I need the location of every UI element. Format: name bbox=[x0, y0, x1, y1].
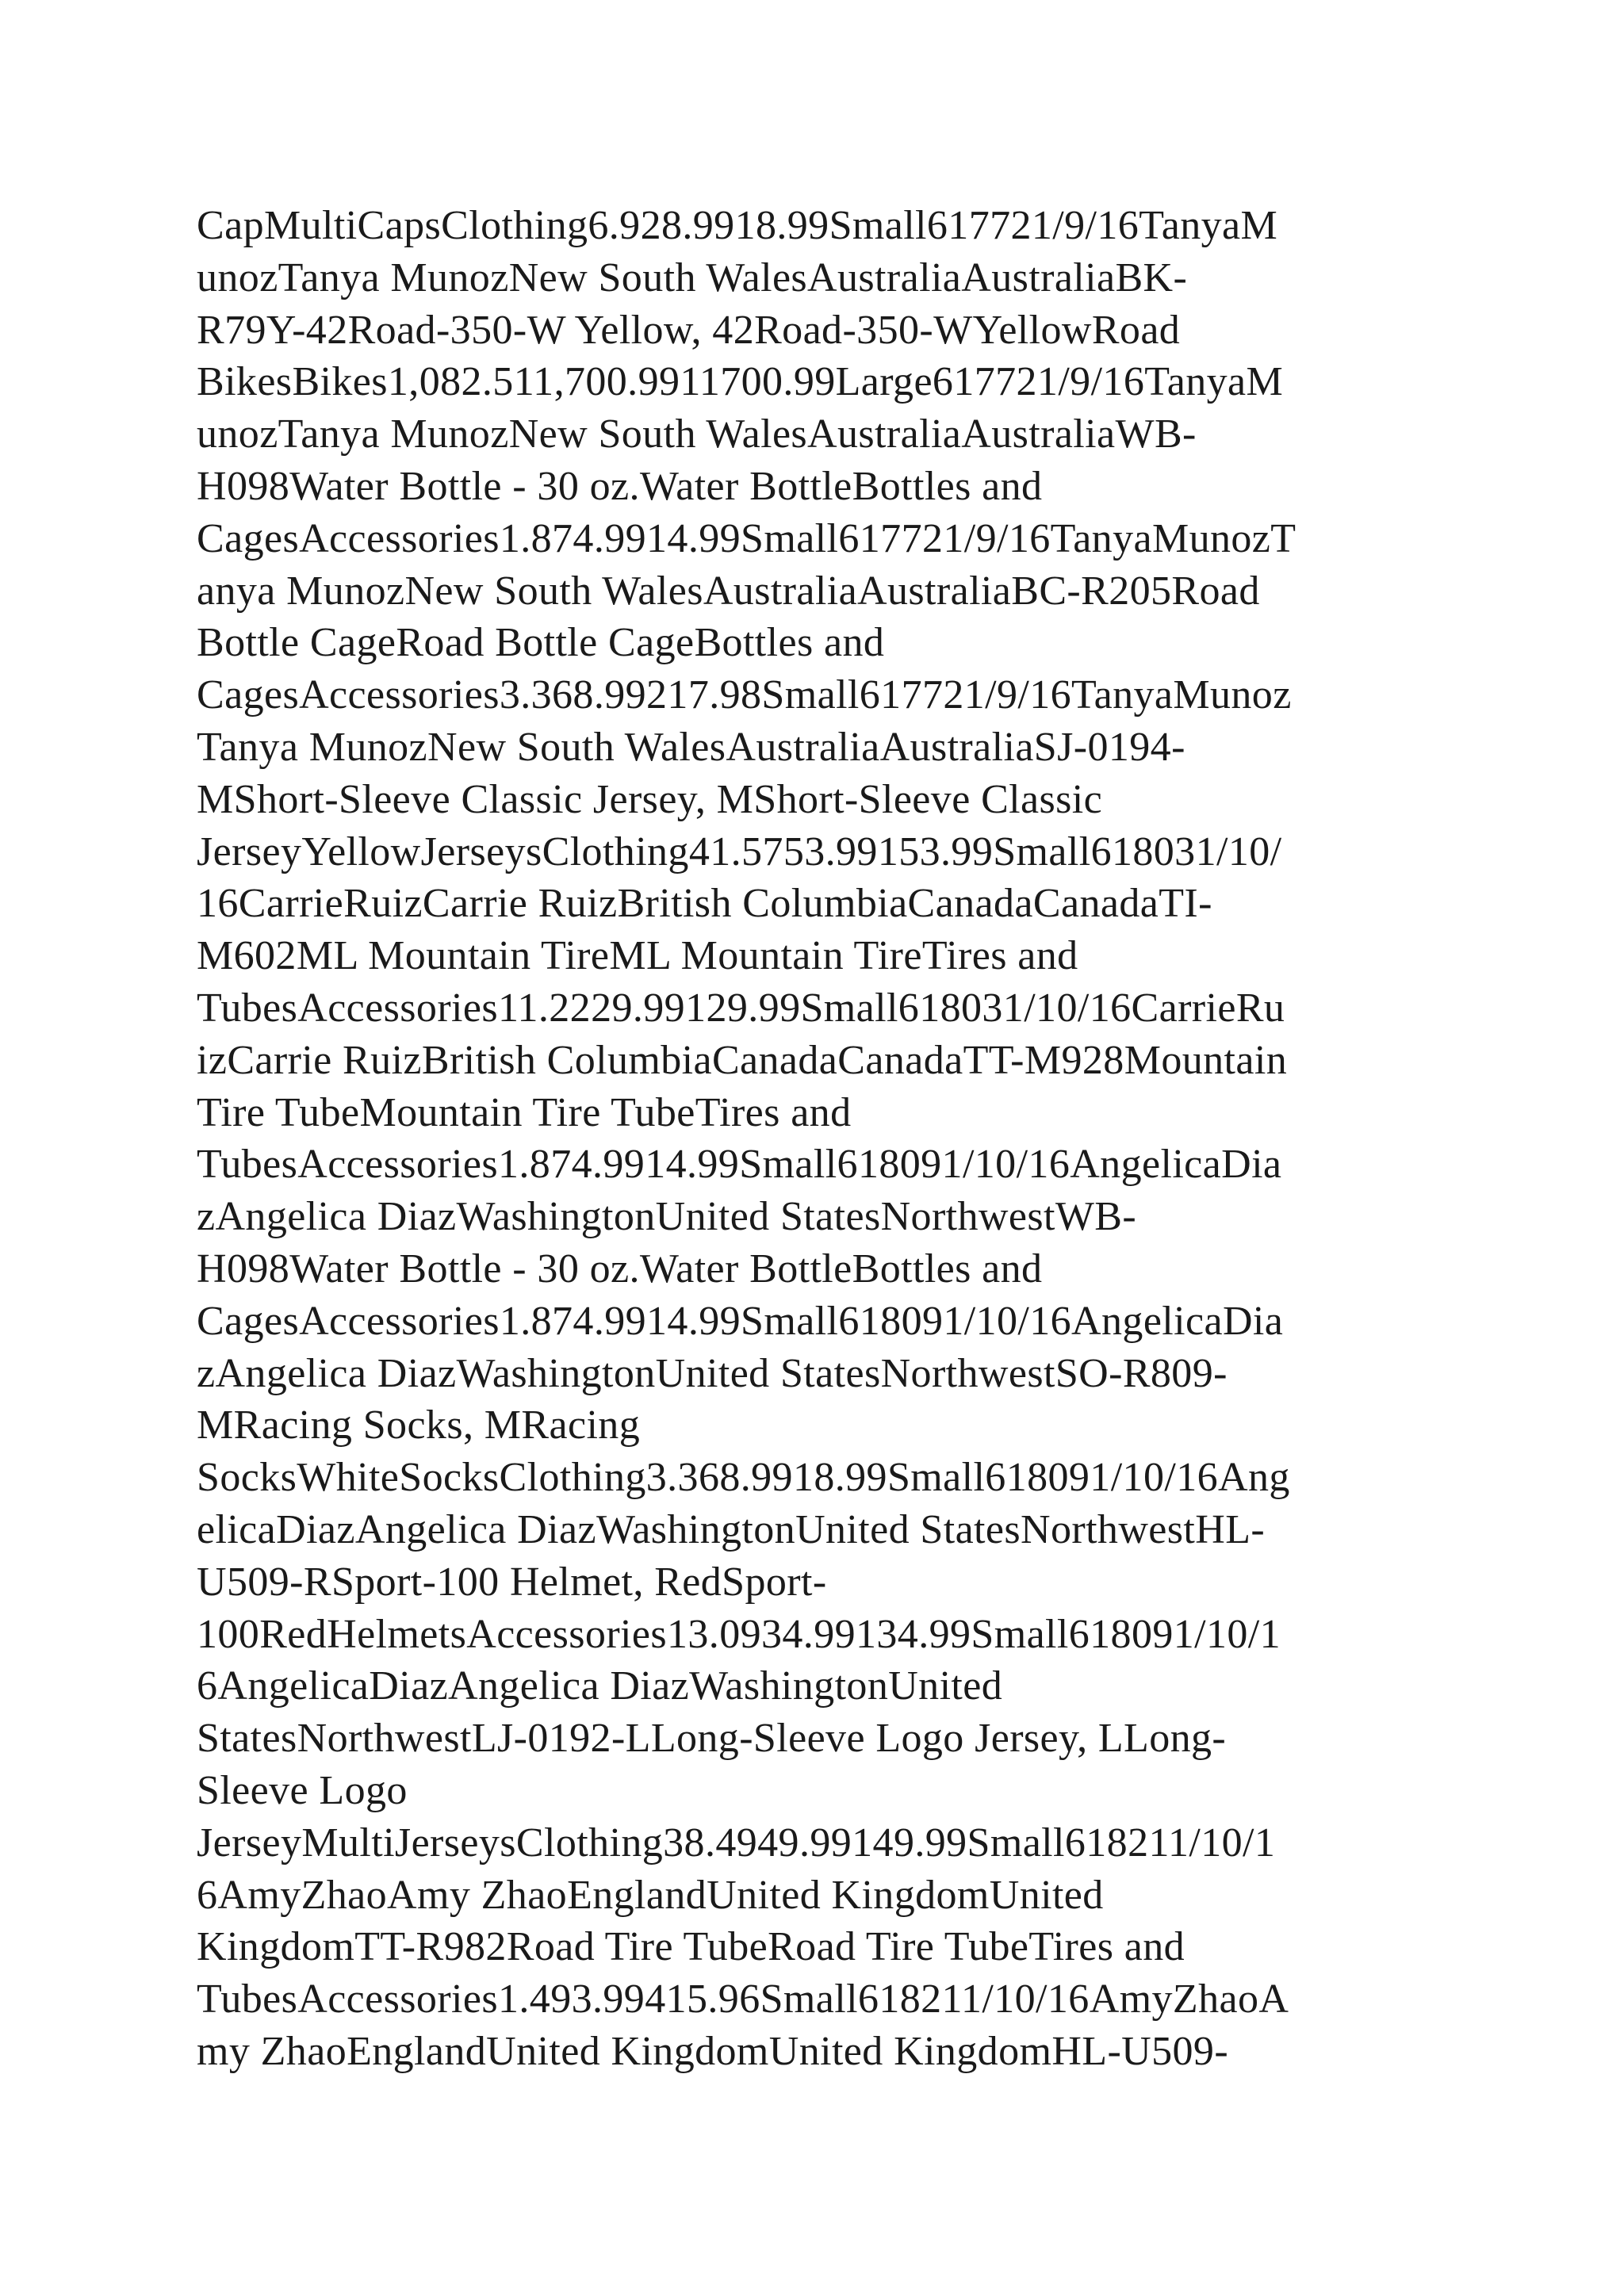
text-line-18: Tire TubeMountain Tire TubeTires and bbox=[197, 1089, 852, 1135]
text-line-11: Tanya MunozNew South WalesAustraliaAustraliaSJ-0194- bbox=[197, 724, 1185, 770]
text-line-3: R79Y-42Road-350-W Yellow, 42Road-350-WYellowRoad bbox=[197, 307, 1181, 353]
text-line-27: U509-RSport-100 Helmet, RedSport- bbox=[197, 1559, 827, 1605]
text-line-9: Bottle CageRoad Bottle CageBottles and bbox=[197, 620, 885, 666]
text-line-26: elicaDiazAngelica DiazWashingtonUnited StatesNorthwestHL- bbox=[197, 1506, 1266, 1552]
text-line-19: TubesAccessories1.874.9914.99Small618091/10/16AngelicaDia bbox=[197, 1142, 1282, 1188]
text-line-23: zAngelica DiazWashingtonUnited StatesNorthwestSO-R809- bbox=[197, 1350, 1228, 1396]
text-line-6: H098Water Bottle - 30 oz.Water BottleBottles and bbox=[197, 463, 1043, 509]
text-line-21: H098Water Bottle - 30 oz.Water BottleBottles and bbox=[197, 1246, 1043, 1292]
text-line-15: M602ML Mountain TireML Mountain TireTires and bbox=[197, 933, 1078, 979]
text-line-2: unozTanya MunozNew South WalesAustraliaAustraliaBK- bbox=[197, 254, 1188, 300]
text-line-13: JerseyYellowJerseysClothing41.5753.99153.99Small618031/10/ bbox=[197, 828, 1282, 874]
text-line-12: MShort-Sleeve Classic Jersey, MShort-Sleeve Classic bbox=[197, 776, 1103, 822]
text-line-29: 6AngelicaDiazAngelica DiazWashingtonUnited bbox=[197, 1663, 1003, 1709]
text-line-32: JerseyMultiJerseysClothing38.4949.99149.99Small618211/10/1 bbox=[197, 1820, 1276, 1866]
text-line-25: SocksWhiteSocksClothing3.368.9918.99Small618091/10/16Ang bbox=[197, 1455, 1290, 1501]
text-line-16: TubesAccessories11.2229.99129.99Small618031/10/16CarrieRu bbox=[197, 985, 1285, 1031]
text-line-5: unozTanya MunozNew South WalesAustraliaAustraliaWB- bbox=[197, 411, 1197, 457]
text-line-4: BikesBikes1,082.511,700.9911700.99Large617721/9/16TanyaM bbox=[197, 359, 1284, 405]
text-line-31: Sleeve Logo bbox=[197, 1767, 408, 1813]
text-line-28: 100RedHelmetsAccessories13.0934.99134.99Small618091/10/1 bbox=[197, 1611, 1281, 1657]
text-line-17: izCarrie RuizBritish ColumbiaCanadaCanadaTT-M928Mountain bbox=[197, 1037, 1288, 1083]
document-text-block bbox=[197, 200, 1434, 2078]
text-line-1: CapMultiCapsClothing6.928.9918.99Small617721/9/16TanyaM bbox=[197, 203, 1278, 248]
text-line-35: TubesAccessories1.493.99415.96Small618211/10/16AmyZhaoA bbox=[197, 1976, 1289, 2022]
text-line-36: my ZhaoEnglandUnited KingdomUnited KingdomHL-U509- bbox=[197, 2028, 1229, 2074]
text-line-7: CagesAccessories1.874.9914.99Small617721/9/16TanyaMunozT bbox=[197, 515, 1297, 561]
text-line-34: KingdomTT-R982Road Tire TubeRoad Tire TubeTires and bbox=[197, 1924, 1185, 1970]
text-line-30: StatesNorthwestLJ-0192-LLong-Sleeve Logo Jersey, LLong- bbox=[197, 1716, 1227, 1762]
text-line-33: 6AmyZhaoAmy ZhaoEnglandUnited KingdomUnited bbox=[197, 1872, 1104, 1918]
text-line-8: anya MunozNew South WalesAustraliaAustraliaBC-R205Road bbox=[197, 568, 1260, 614]
text-line-20: zAngelica DiazWashingtonUnited StatesNorthwestWB- bbox=[197, 1194, 1137, 1240]
text-line-10: CagesAccessories3.368.99217.98Small617721/9/16TanyaMunoz bbox=[197, 672, 1292, 718]
text-line-22: CagesAccessories1.874.9914.99Small618091/10/16AngelicaDia bbox=[197, 1298, 1284, 1344]
text-line-14: 16CarrieRuizCarrie RuizBritish ColumbiaCanadaCanadaTI- bbox=[197, 881, 1212, 927]
text-line-24: MRacing Socks, MRacing bbox=[197, 1402, 641, 1448]
